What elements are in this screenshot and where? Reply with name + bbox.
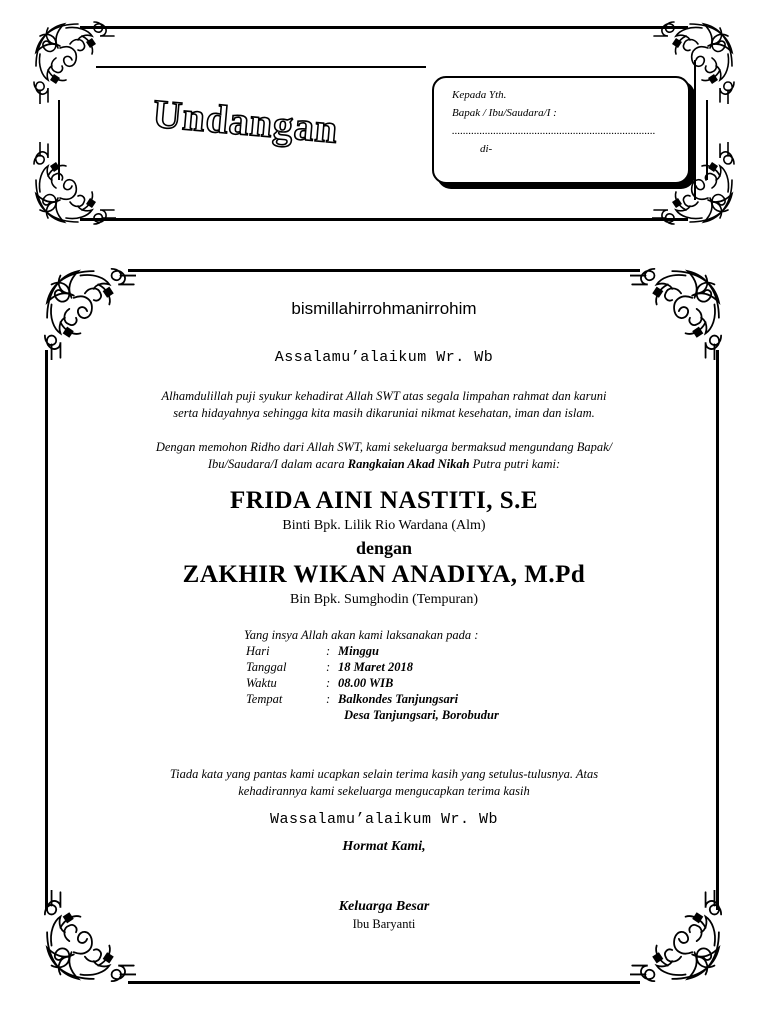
bride-name: FRIDA AINI NASTITI, S.E xyxy=(229,487,539,514)
address-di-label: di- xyxy=(480,143,493,155)
opening-paragraph xyxy=(60,388,708,422)
schedule-value: 18 Maret 2018 xyxy=(338,660,413,674)
schedule-row xyxy=(244,675,564,691)
schedule-colon: : xyxy=(326,676,331,690)
venue-line-2: Desa Tanjungsari, Borobudur xyxy=(344,708,499,722)
schedule-label: Hari xyxy=(246,644,270,658)
opening-line-1: Alhamdulillah puji syukur kehadirat Allah SWT atas segala limpahan rahmat dan karuni xyxy=(161,389,607,403)
schedule-value: Balkondes Tanjungsari xyxy=(338,692,459,706)
opening-line-2: serta hidayahnya sehingga kita masih dikaruniai nikmat kesehatan, iman dan islam. xyxy=(173,406,595,420)
address-title-label: Bapak / Ibu/Saudara/I : xyxy=(452,107,557,119)
frame-bottom-line xyxy=(80,218,688,221)
frame-right-line xyxy=(716,350,719,910)
address-box xyxy=(432,76,690,184)
schedule-block xyxy=(244,627,564,723)
ornament-corner-icon xyxy=(26,14,116,104)
request-paragraph xyxy=(60,439,708,473)
frame-left-line xyxy=(45,350,48,910)
closing-paragraph xyxy=(60,766,708,800)
frame-top-inner-line xyxy=(96,66,426,68)
schedule-label: Tanggal xyxy=(246,660,287,674)
groom-parent: Bin Bpk. Sumghodin (Tempuran) xyxy=(289,592,478,607)
ornament-corner-icon xyxy=(26,142,116,232)
request-line-2-start: Ibu/Saudara/I dalam acara xyxy=(207,457,348,471)
frame-top-line xyxy=(80,26,688,29)
request-line-2 xyxy=(60,456,708,473)
schedule-colon: : xyxy=(326,692,331,706)
groom-name: ZAKHIR WIKAN ANADIYA, M.Pd xyxy=(182,561,586,588)
schedule-value: Minggu xyxy=(338,644,379,658)
closing-line-2: kehadirannya kami sekeluarga mengucapkan terima kasih xyxy=(238,784,530,798)
address-blank-line[interactable]: .......................................................................... xyxy=(452,125,656,137)
undangan-title-text: Undangan xyxy=(151,90,341,152)
schedule-row xyxy=(244,643,564,659)
family-name: Keluarga Besar xyxy=(338,899,430,914)
bride-parent: Binti Bpk. Lilik Rio Wardana (Alm) xyxy=(282,518,486,533)
schedule-label: Tempat xyxy=(246,692,283,706)
regards: Hormat Kami, xyxy=(342,839,426,854)
schedule-value: 08.00 WIB xyxy=(338,676,394,690)
request-line-1: Dengan memohon Ridho dari Allah SWT, kami sekeluarga bermaksud mengundang Bapak/ xyxy=(155,440,613,454)
bismillah-heading: bismillahirrohmanirrohim xyxy=(291,299,477,318)
undangan-title xyxy=(150,90,370,160)
frame-top-line xyxy=(128,269,640,272)
event-name: Rangkaian Akad Nikah xyxy=(347,457,470,471)
frame-bottom-line xyxy=(128,981,640,984)
conjunction: dengan xyxy=(355,538,413,558)
signatory: Ibu Baryanti xyxy=(352,917,416,931)
schedule-intro: Yang insya Allah akan kami laksanakan pada : xyxy=(244,628,479,642)
schedule-row xyxy=(244,659,564,675)
closing-line-1: Tiada kata yang pantas kami ucapkan selain terima kasih yang setulus-tulusnya. Atas xyxy=(169,767,599,781)
request-line-2-end: Putra putri kami: xyxy=(469,457,561,471)
greeting: Assalamu’alaikum Wr. Wb xyxy=(274,349,494,366)
schedule-colon: : xyxy=(326,644,331,658)
schedule-colon: : xyxy=(326,660,331,674)
schedule-row xyxy=(244,691,564,707)
address-recipient-label: Kepada Yth. xyxy=(452,89,507,101)
farewell: Wassalamu’alaikum Wr. Wb xyxy=(269,811,499,828)
schedule-label: Waktu xyxy=(246,676,277,690)
envelope-panel xyxy=(0,0,768,240)
